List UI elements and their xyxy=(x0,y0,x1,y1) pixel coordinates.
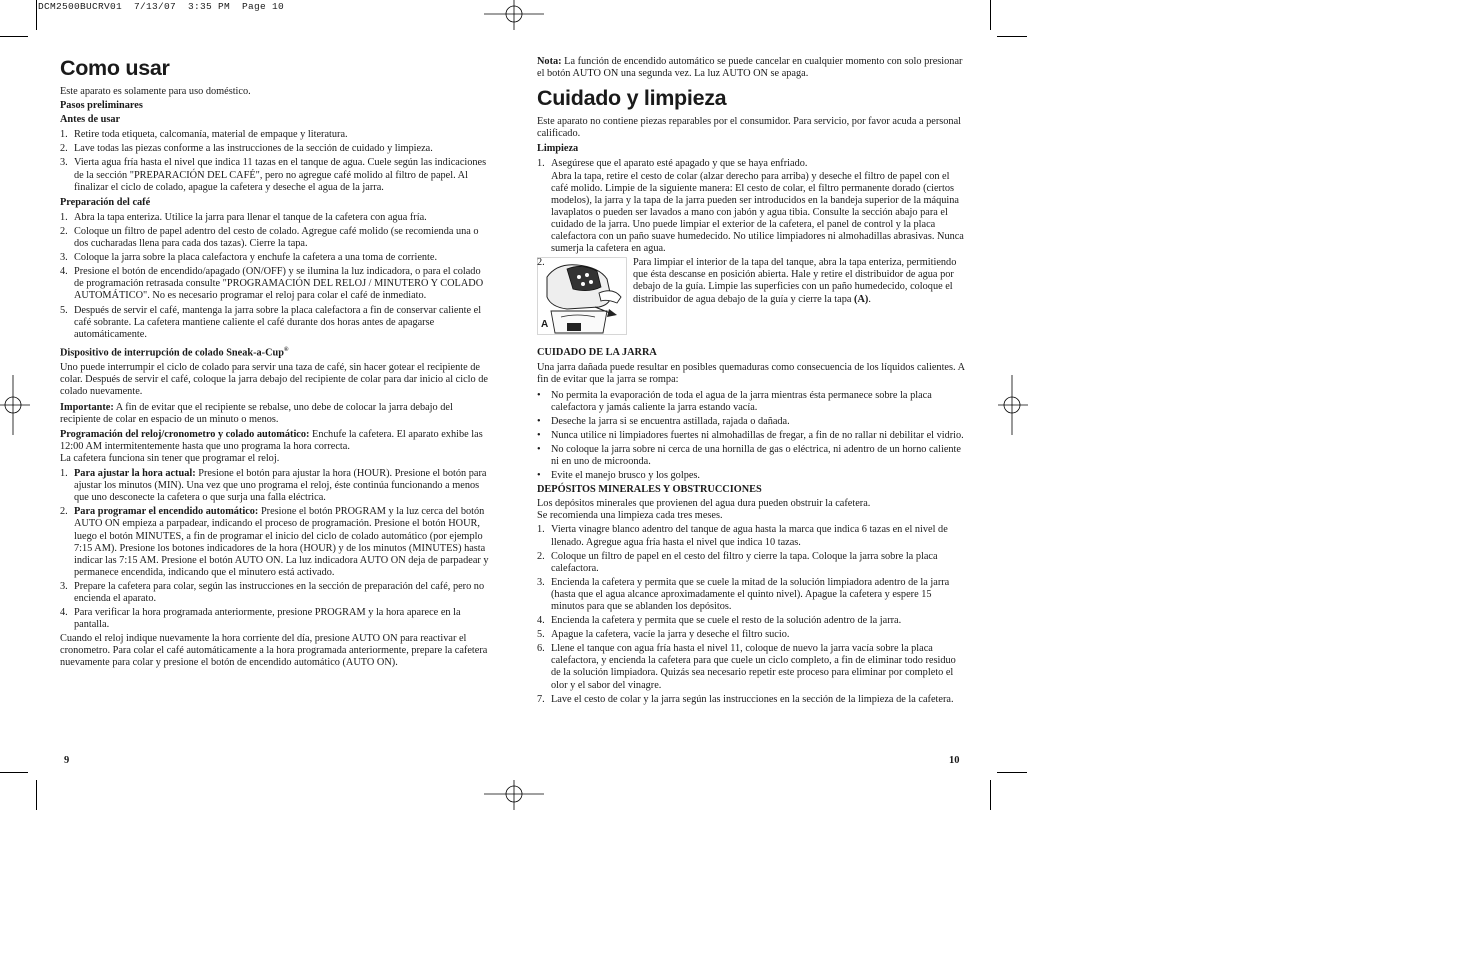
list-item: 2. Para limpiar el interior de la tapa del tanque, abra la tapa enteriza, permitiendo que ésta descanse en posición abierta. Hale y retire el distribuidor de agua por debajo de la guía. Limpie las superficies con un paño humedecido, coloque el distribuidor de agua debajo de la guía y cierre la tapa (A). xyxy=(537,257,957,305)
heading-depositos: DEPÓSITOS MINERALES Y OBSTRUCCIONES xyxy=(537,484,762,496)
list-item: 2. Lave todas las piezas conforme a las instrucciones de la sección de cuidado y limpieza. xyxy=(60,143,433,155)
illustration-block xyxy=(537,257,965,339)
nota-text: Nota: La función de encendido automático se puede cancelar en cualquier momento con solo presionar el botón AUTO ON una segunda vez. La luz AUTO ON se apaga. xyxy=(537,56,963,80)
limpieza-list xyxy=(537,158,965,255)
dep-intro-1: Los depósitos minerales que provienen del agua dura pueden obstruir la cafetera. xyxy=(537,498,871,510)
programacion-text: Programación del reloj/cronometro y colado automático: Enchufe la cafetera. El aparato exhibe las 12:00 AM intermitentemente hasta que uno programa la hora correcta. xyxy=(60,428,483,452)
heading-limpieza: Limpieza xyxy=(537,143,579,155)
page-number-left: 9 xyxy=(64,755,70,766)
page-number-right: 10 xyxy=(949,755,960,766)
illustration-label: A xyxy=(541,319,549,331)
list-item: 5. Después de servir el café, mantenga la jarra sobre la placa calefactora a fin de conservar caliente el café sobrante. La cafetera mantiene caliente el café durante dos horas antes de apagarse automáticamente. xyxy=(60,304,482,340)
registration-mark xyxy=(0,375,30,435)
registration-mark xyxy=(484,0,544,30)
heading-preparacion: Preparación del café xyxy=(60,196,151,208)
intro-text: Este aparato no contiene piezas reparables por el consumidor. Para servicio, por favor acuda a personal calificado. xyxy=(537,116,962,140)
crop-mark xyxy=(997,36,1027,37)
prog-list xyxy=(60,468,490,631)
sneak-text: Uno puede interrumpir el ciclo de colado para servir una taza de café, sin hacer gotear el recipiente de colar. Después de servir el café, coloque la jarra debajo del recipiente de colar para dar inicio al ciclo de colado nuevamente. xyxy=(60,362,488,398)
page-title-cuidado: Cuidado y limpieza xyxy=(537,86,727,111)
list-item: 2. Para programar el encendido automático: Presione el botón PROGRAM y la luz cerca del botón AUTO ON empieza a parpadear, indicando el proceso de programación. Presione el botón HOUR, luego el botón MINUTES, a fin de programar el inicio del ciclo de colado automático (por ejemplo 7:15 AM). Presione los botones indicadores de la hora (HOUR) y de los minutos (MINUTES) hasta indicar las 7:15 AM. Presione el botón AUTO ON. La luz indicadora AUTO ON deja de parpadear y permanece encendida, indicando que el minutero está activado. xyxy=(60,506,489,578)
antes-list xyxy=(60,129,490,193)
list-item: • Evite el manejo brusco y los golpes. xyxy=(537,470,700,482)
importante-text: Importante: A fin de evitar que el recipiente se rebalse, uno debe de colocar la jarra debajo del recipiente de colar en espacio de un minuto o menos. xyxy=(60,401,453,425)
right-column xyxy=(537,56,965,708)
intro-text: Este aparato es solamente para uso doméstico. xyxy=(60,86,251,97)
list-item: 3. Prepare la cafetera para colar, según las instrucciones en la sección de preparación del café, pero no encienda el aparato. xyxy=(60,580,485,604)
dep-intro-2: Se recomienda una limpieza cada tres meses. xyxy=(537,510,723,522)
list-item: 7. Lave el cesto de colar y la jarra según las instrucciones en la sección de la limpieza de la cafetera. xyxy=(537,693,954,705)
list-item: 1. Vierta vinagre blanco adentro del tanque de agua hasta la marca que indica 6 tazas en el nivel de llenado. Agregue agua fría hasta el nivel que indica 10 tazas. xyxy=(537,524,948,548)
programacion-text-2: La cafetera funciona sin tener que programar el reloj. xyxy=(60,452,280,464)
list-item: 3. Coloque la jarra sobre la placa calefactora y enchufe la cafetera a una toma de corriente. xyxy=(60,252,438,264)
list-item: 1. Abra la tapa enteriza. Utilice la jarra para llenar el tanque de la cafetera con agua fría. xyxy=(60,211,427,223)
list-item: 1. Asegúrese que el aparato esté apagado y que se haya enfriado. Abra la tapa, retire el cesto de colar (alzar derecho para arriba) y deseche el filtro de papel con el café molido. Limpie de la siguiente manera: El cesto de colar, el filtro permanente dorado (ciertos modelos), la jarra y la tapa de la jarra pueden ser introducidos en la bandeja superior de la máquina lavaplatos o pueden ser lavados a mano con jabón y agua tibia. Consulte la sección abajo para el cuidado de la jarra. Uno puede limpiar el exterior de la cafetera, el panel de control y la placa calefactora con un paño suave humedecido. No utilice limpiadores ni almohadillas abrasivas. Nunca sumerja la cafetera en agua. xyxy=(537,158,964,255)
heading-pasos: Pasos preliminares xyxy=(60,100,143,112)
list-item: 4. Para verificar la hora programada anteriormente, presione PROGRAM y la hora aparece en la pantalla. xyxy=(60,607,461,631)
crop-mark xyxy=(990,0,991,30)
list-item: • Nunca utilice ni limpiadores fuertes ni almohadillas de fregar, a fin de no rallar ni debilitar el vidrio. xyxy=(537,429,964,441)
list-item: • No coloque la jarra sobre ni cerca de una hornilla de gas o eléctrica, ni adentro de un horno caliente ni en uno de microonda. xyxy=(537,443,961,467)
crop-mark xyxy=(0,772,28,773)
list-item: 2. Coloque un filtro de papel en el cesto del filtro y cierre la tapa. Coloque la jarra sobre la placa calefactora. xyxy=(537,550,938,574)
closing-text: Cuando el reloj indique nuevamente la hora corriente del día, presione AUTO ON para reactivar el cronometro. Para colar el café automáticamente a la hora programada anteriormente, prepare la cafetera nuevamente para colar y presione el botón de encendido automático (AUTO ON). xyxy=(60,633,488,669)
jarra-list xyxy=(537,390,965,483)
prep-list xyxy=(60,212,490,341)
list-item: 3. Vierta agua fría hasta el nivel que indica 11 tazas en el tanque de agua. Cuele según las indicaciones de la sección "PREPARACIÓN DEL CAFÉ", pero no agregue café molido al filtro de papel. Al finalizar el ciclo de colado, apague la cafetera y deseche el agua de la jarra. xyxy=(60,157,487,193)
print-slug: DCM2500BUCRV01 7/13/07 3:35 PM Page 10 xyxy=(38,1,285,12)
page-title-como-usar: Como usar xyxy=(60,56,170,80)
list-item: 4. Encienda la cafetera y permita que se cuele el resto de la solución adentro de la jarra. xyxy=(537,615,902,627)
list-item: 1. Para ajustar la hora actual: Presione el botón para ajustar la hora (HOUR). Presione el botón para ajustar los minutos (MIN). Una vez que uno programa el reloj, éste continúa funcionando a menos que uno desconecte la cafetera o que surja una falla eléctrica. xyxy=(60,468,487,504)
list-item: 4. Presione el botón de encendido/apagado (ON/OFF) y se ilumina la luz indicadora, o para el colado de programación retrasada consulte "PROGRAMACIÓN DEL RELOJ / MINUTERO Y COLADO AUTOMÁTICO". No es necesario programar el reloj para colar el café de inmediato. xyxy=(60,266,484,302)
registration-mark xyxy=(998,375,1028,435)
crop-mark xyxy=(990,780,991,810)
crop-mark xyxy=(997,772,1027,773)
jarra-intro: Una jarra dañada puede resultar en posibles quemaduras como consecuencia de los líquidos calientes. A fin de evitar que la jarra se rompa: xyxy=(537,362,965,386)
crop-mark xyxy=(36,780,37,810)
crop-mark xyxy=(0,36,28,37)
left-column xyxy=(60,56,490,671)
list-item: 3. Encienda la cafetera y permita que se cuele la mitad de la solución limpiadora adentro de la jarra (hasta que el agua alcance aproximadamente el quinto nivel). Apague la cafetera y espere 15 minutos para que se ablanden los depósitos. xyxy=(537,576,950,612)
crop-mark xyxy=(36,0,37,30)
heading-antes: Antes de usar xyxy=(60,114,121,126)
list-item: 1. Retire toda etiqueta, calcomanía, material de empaque y literatura. xyxy=(60,129,348,141)
list-item: 6. Llene el tanque con agua fría hasta el nivel 11, coloque de nuevo la jarra vacía sobre la placa calefactora, y encienda la cafetera para que cuele un ciclo completo, a fin de eliminar todo residuo de la solución limpiadora. Quizás sea necesario repetir este proceso para eliminar por completo el olor y el sabor del vinagre. xyxy=(537,643,956,691)
depositos-list xyxy=(537,524,965,705)
list-item: 2. Coloque un filtro de papel adentro del cesto de colado. Agregue café molido (se recomienda una o dos cucharadas llena para cada dos tazas). Cierre la tapa. xyxy=(60,225,479,250)
list-item: • Deseche la jarra si se encuentra astillada, rajada o dañada. xyxy=(537,415,790,427)
registration-mark xyxy=(484,780,544,810)
heading-sneak-a-cup: Dispositivo de interrupción de colado Sneak-a-Cup® xyxy=(60,346,289,359)
heading-cuidado-jarra: CUIDADO DE LA JARRA xyxy=(537,347,657,359)
list-item: • No permita la evaporación de toda el agua de la jarra mientras ésta permanece sobre la placa calefactora y jamás caliente la jarra estando vacía. xyxy=(537,389,932,413)
list-item: 5. Apague la cafetera, vacíe la jarra y deseche el filtro sucio. xyxy=(537,629,790,641)
